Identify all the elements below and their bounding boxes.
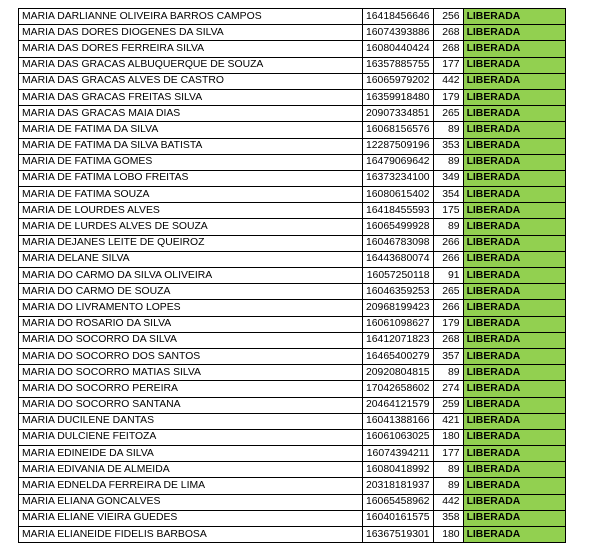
id-number-cell[interactable]: 16046783098: [363, 235, 434, 251]
status-cell[interactable]: LIBERADA: [463, 57, 565, 73]
name-cell[interactable]: MARIA DO SOCORRO MATIAS SILVA: [19, 365, 363, 381]
status-cell[interactable]: LIBERADA: [463, 170, 565, 186]
name-cell[interactable]: MARIA DULCIENE FEITOZA: [19, 429, 363, 445]
table-row: [19, 106, 566, 122]
status-cell[interactable]: LIBERADA: [463, 510, 565, 526]
id-number-cell[interactable]: 16373234100: [363, 170, 434, 186]
name-cell[interactable]: MARIA DE FATIMA LOBO FREITAS: [19, 170, 363, 186]
id-number-cell[interactable]: 16057250118: [363, 268, 434, 284]
status-cell[interactable]: LIBERADA: [463, 89, 565, 105]
table-row: [19, 332, 566, 348]
value-cell[interactable]: 266: [433, 300, 463, 316]
table-row: [19, 203, 566, 219]
table-row: [19, 25, 566, 41]
name-cell[interactable]: MARIA DAS GRACAS MAIA DIAS: [19, 106, 363, 122]
status-cell[interactable]: LIBERADA: [463, 446, 565, 462]
id-number-cell[interactable]: 16074393886: [363, 25, 434, 41]
id-number-cell[interactable]: 16465400279: [363, 348, 434, 364]
value-cell[interactable]: 89: [433, 219, 463, 235]
value-cell[interactable]: 89: [433, 365, 463, 381]
name-cell[interactable]: MARIA DE LOURDES ALVES: [19, 203, 363, 219]
table-row: [19, 381, 566, 397]
status-cell[interactable]: LIBERADA: [463, 106, 565, 122]
status-cell[interactable]: LIBERADA: [463, 429, 565, 445]
value-cell[interactable]: 265: [433, 284, 463, 300]
id-number-cell[interactable]: 20318181937: [363, 478, 434, 494]
value-cell[interactable]: 179: [433, 89, 463, 105]
table-row: [19, 154, 566, 170]
value-cell[interactable]: 180: [433, 429, 463, 445]
id-number-cell[interactable]: 16479069642: [363, 154, 434, 170]
table-row: [19, 138, 566, 154]
id-number-cell[interactable]: 16443680074: [363, 251, 434, 267]
id-number-cell[interactable]: 16061098627: [363, 316, 434, 332]
name-cell[interactable]: MARIA DE FATIMA GOMES: [19, 154, 363, 170]
table-row: [19, 9, 566, 25]
value-cell[interactable]: 256: [433, 9, 463, 25]
value-cell[interactable]: 89: [433, 478, 463, 494]
value-cell[interactable]: 266: [433, 251, 463, 267]
id-number-cell[interactable]: 16418455593: [363, 203, 434, 219]
table-row: [19, 316, 566, 332]
status-cell[interactable]: LIBERADA: [463, 494, 565, 510]
value-cell[interactable]: 180: [433, 527, 463, 543]
status-cell[interactable]: LIBERADA: [463, 365, 565, 381]
name-cell[interactable]: MARIA DE LURDES ALVES DE SOUZA: [19, 219, 363, 235]
table-row: [19, 462, 566, 478]
value-cell[interactable]: 177: [433, 57, 463, 73]
table-row: [19, 365, 566, 381]
value-cell[interactable]: 259: [433, 397, 463, 413]
value-cell[interactable]: 353: [433, 138, 463, 154]
status-cell[interactable]: LIBERADA: [463, 73, 565, 89]
status-cell[interactable]: LIBERADA: [463, 268, 565, 284]
id-number-cell[interactable]: 16041388166: [363, 413, 434, 429]
status-cell[interactable]: LIBERADA: [463, 9, 565, 25]
name-cell[interactable]: MARIA DELANE SILVA: [19, 251, 363, 267]
status-cell[interactable]: LIBERADA: [463, 397, 565, 413]
table-row: [19, 219, 566, 235]
table-body: [19, 9, 566, 543]
id-number-cell[interactable]: 16065499928: [363, 219, 434, 235]
status-cell[interactable]: LIBERADA: [463, 413, 565, 429]
value-cell[interactable]: 177: [433, 446, 463, 462]
id-number-cell[interactable]: 16412071823: [363, 332, 434, 348]
status-cell[interactable]: LIBERADA: [463, 41, 565, 57]
name-cell[interactable]: MARIA DO SOCORRO PEREIRA: [19, 381, 363, 397]
value-cell[interactable]: 442: [433, 73, 463, 89]
table-row: [19, 57, 566, 73]
id-number-cell[interactable]: 16357885755: [363, 57, 434, 73]
name-cell[interactable]: MARIA DAS GRACAS ALVES DE CASTRO: [19, 73, 363, 89]
id-number-cell[interactable]: 16359918480: [363, 89, 434, 105]
status-cell[interactable]: LIBERADA: [463, 284, 565, 300]
name-cell[interactable]: MARIA DO LIVRAMENTO LOPES: [19, 300, 363, 316]
value-cell[interactable]: 442: [433, 494, 463, 510]
name-cell[interactable]: MARIA DE FATIMA DA SILVA BATISTA: [19, 138, 363, 154]
name-cell[interactable]: MARIA EDIVANIA DE ALMEIDA: [19, 462, 363, 478]
name-cell[interactable]: MARIA ELIANA GONCALVES: [19, 494, 363, 510]
value-cell[interactable]: 268: [433, 332, 463, 348]
table-row: [19, 122, 566, 138]
name-cell[interactable]: MARIA DAS DORES DIOGENES DA SILVA: [19, 25, 363, 41]
id-number-cell[interactable]: 12287509196: [363, 138, 434, 154]
status-cell[interactable]: LIBERADA: [463, 381, 565, 397]
table-row: [19, 235, 566, 251]
name-cell[interactable]: MARIA DAS DORES FERREIRA SILVA: [19, 41, 363, 57]
name-cell[interactable]: MARIA DEJANES LEITE DE QUEIROZ: [19, 235, 363, 251]
id-number-cell[interactable]: 16418456646: [363, 9, 434, 25]
id-number-cell[interactable]: 16080418992: [363, 462, 434, 478]
value-cell[interactable]: 358: [433, 510, 463, 526]
table-row: [19, 348, 566, 364]
table-row: [19, 478, 566, 494]
status-cell[interactable]: LIBERADA: [463, 527, 565, 543]
name-cell[interactable]: MARIA DARLIANNE OLIVEIRA BARROS CAMPOS: [19, 9, 363, 25]
value-cell[interactable]: 357: [433, 348, 463, 364]
value-cell[interactable]: 268: [433, 41, 463, 57]
status-cell[interactable]: LIBERADA: [463, 122, 565, 138]
table-row: [19, 494, 566, 510]
table-row: [19, 527, 566, 543]
name-cell[interactable]: MARIA DE FATIMA SOUZA: [19, 187, 363, 203]
table-row: [19, 73, 566, 89]
table-row: [19, 510, 566, 526]
name-cell[interactable]: MARIA DE FATIMA DA SILVA: [19, 122, 363, 138]
table-row: [19, 413, 566, 429]
id-number-cell[interactable]: 16074394211: [363, 446, 434, 462]
status-cell[interactable]: LIBERADA: [463, 154, 565, 170]
name-cell[interactable]: MARIA DO SOCORRO DA SILVA: [19, 332, 363, 348]
name-cell[interactable]: MARIA DUCILENE DANTAS: [19, 413, 363, 429]
id-number-cell[interactable]: 16065458962: [363, 494, 434, 510]
id-number-cell[interactable]: 16040161575: [363, 510, 434, 526]
value-cell[interactable]: 265: [433, 106, 463, 122]
value-cell[interactable]: 89: [433, 154, 463, 170]
table-row: [19, 170, 566, 186]
value-cell[interactable]: 91: [433, 268, 463, 284]
value-cell[interactable]: 89: [433, 462, 463, 478]
table-row: [19, 187, 566, 203]
value-cell[interactable]: 349: [433, 170, 463, 186]
value-cell[interactable]: 266: [433, 235, 463, 251]
id-number-cell[interactable]: 20920804815: [363, 365, 434, 381]
name-cell[interactable]: MARIA DO SOCORRO DOS SANTOS: [19, 348, 363, 364]
status-cell[interactable]: LIBERADA: [463, 235, 565, 251]
id-number-cell[interactable]: 16080440424: [363, 41, 434, 57]
status-cell[interactable]: LIBERADA: [463, 138, 565, 154]
table-row: [19, 284, 566, 300]
status-cell[interactable]: LIBERADA: [463, 462, 565, 478]
status-cell[interactable]: LIBERADA: [463, 187, 565, 203]
name-cell[interactable]: MARIA DO CARMO DA SILVA OLIVEIRA: [19, 268, 363, 284]
id-number-cell[interactable]: 16061063025: [363, 429, 434, 445]
id-number-cell[interactable]: 16068156576: [363, 122, 434, 138]
table-row: [19, 268, 566, 284]
value-cell[interactable]: 421: [433, 413, 463, 429]
status-cell[interactable]: LIBERADA: [463, 316, 565, 332]
name-cell[interactable]: MARIA DO ROSARIO DA SILVA: [19, 316, 363, 332]
table-row: [19, 446, 566, 462]
status-cell[interactable]: LIBERADA: [463, 478, 565, 494]
status-cell[interactable]: LIBERADA: [463, 300, 565, 316]
status-cell[interactable]: LIBERADA: [463, 251, 565, 267]
value-cell[interactable]: 354: [433, 187, 463, 203]
id-number-cell[interactable]: 20907334851: [363, 106, 434, 122]
name-cell[interactable]: MARIA DAS GRACAS ALBUQUERQUE DE SOUZA: [19, 57, 363, 73]
status-cell[interactable]: LIBERADA: [463, 332, 565, 348]
status-cell[interactable]: LIBERADA: [463, 348, 565, 364]
name-cell[interactable]: MARIA DO CARMO DE SOUZA: [19, 284, 363, 300]
status-cell[interactable]: LIBERADA: [463, 25, 565, 41]
value-cell[interactable]: 175: [433, 203, 463, 219]
name-cell[interactable]: MARIA EDINEIDE DA SILVA: [19, 446, 363, 462]
id-number-cell[interactable]: 20968199423: [363, 300, 434, 316]
status-cell[interactable]: LIBERADA: [463, 203, 565, 219]
table-row: [19, 89, 566, 105]
id-number-cell[interactable]: 16367519301: [363, 527, 434, 543]
name-cell[interactable]: MARIA DAS GRACAS FREITAS SILVA: [19, 89, 363, 105]
value-cell[interactable]: 89: [433, 122, 463, 138]
value-cell[interactable]: 179: [433, 316, 463, 332]
value-cell[interactable]: 268: [433, 25, 463, 41]
status-cell[interactable]: LIBERADA: [463, 219, 565, 235]
id-number-cell[interactable]: 16046359253: [363, 284, 434, 300]
table-row: [19, 251, 566, 267]
table-row: [19, 429, 566, 445]
table-row: [19, 300, 566, 316]
name-cell[interactable]: MARIA DO SOCORRO SANTANA: [19, 397, 363, 413]
table-row: [19, 397, 566, 413]
table-row: [19, 41, 566, 57]
name-cell[interactable]: MARIA EDNELDA FERREIRA DE LIMA: [19, 478, 363, 494]
id-number-cell[interactable]: 17042658602: [363, 381, 434, 397]
spreadsheet-table: [18, 8, 566, 543]
id-number-cell[interactable]: 16065979202: [363, 73, 434, 89]
value-cell[interactable]: 274: [433, 381, 463, 397]
id-number-cell[interactable]: 16080615402: [363, 187, 434, 203]
name-cell[interactable]: MARIA ELIANEIDE FIDELIS BARBOSA: [19, 527, 363, 543]
id-number-cell[interactable]: 20464121579: [363, 397, 434, 413]
name-cell[interactable]: MARIA ELIANE VIEIRA GUEDES: [19, 510, 363, 526]
